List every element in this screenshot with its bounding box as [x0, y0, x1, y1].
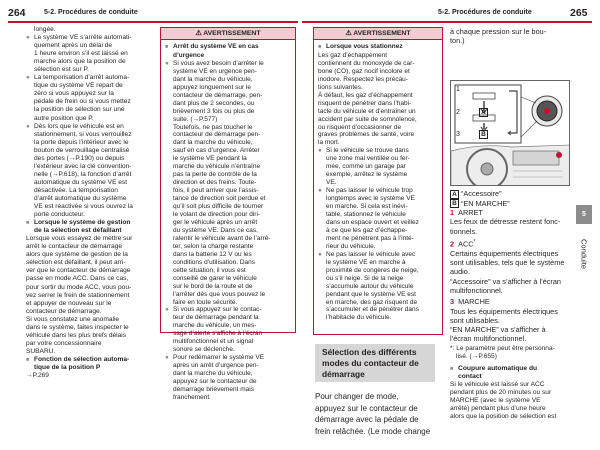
figure-callout-3: 3	[456, 131, 460, 138]
square-icon: ■	[26, 356, 30, 363]
warning-triangle-icon: ⚠	[345, 30, 352, 37]
section-heading-box: Sélection des différents modes du contacteur de démarrage	[315, 344, 435, 382]
text-line: longée.	[34, 26, 56, 33]
left-header-rule	[8, 21, 298, 23]
square-icon: ■	[318, 44, 322, 50]
mode-list	[450, 189, 572, 421]
label-a-box: A	[450, 190, 459, 199]
chapter-label: Conduite	[579, 238, 589, 270]
mode-acc-msg: “Accessoire” va s’afficher à l’écran multifonctionnel.	[450, 276, 561, 295]
warning-header: ⚠ AVERTISSEMENT	[314, 28, 442, 40]
square-icon: ■	[165, 44, 169, 50]
mode-item-b: B “EN MARCHE”	[450, 199, 572, 209]
mode-marche-desc: Tous les équipements électriques sont utilisables.	[450, 306, 558, 325]
bullet-icon: ●	[318, 147, 322, 155]
bullet-item: ● Dès lors que le véhicule est en stationnement, si vous verrouillez la porte depuis l’intérieur avec le bouton de verrouillage centralisé des portes (→P.190) ou depuis l’extérieur avec la clé convention- nelle (→P.618), la fonction d’arrêt automatique du système VE est désactivée. La temporisation d’arrêt automatique du système VE est réactivée si vous ouvrez la porte conducteur.	[26, 122, 133, 219]
right-header-rule	[302, 21, 592, 23]
right-intro: à chaque pression sur le bou- ton.)	[450, 27, 547, 46]
bullet-icon: ●	[318, 250, 322, 258]
warning-bullet: ● Si vous avez besoin d’arrêter le système VE en urgence pen- dant la marche du véhicule, appuyez longuement sur le contacteur de démarrage, pen- dant plus de 2 secondes, ou brièvement 3 fois ou plus de suite. (→P.577) Toutefois, ne pas toucher le contacteur de démarrage pen- dant la marche du véhicule, sauf en cas d’urgence. Arrêter le système VE pendant la marche du véhicule n’entraîne pas la perte de contrôle de la direction et des freins. Toute- fois, il peut arriver que l’assis- tance de direction soit perdue et qu’il soit plus difficile de tourner le volant de direction pour diri- ger le véhicule après un arrêt du système VE. Dans ce cas, ralentir le véhicule avant de l’arrê- ter, selon la charge restante dans la batterie 12 V ou les conditions d’utilisation. Dans cette situation, il vous est conseillé de garer le véhicule sur le bord de la route et de l’arrêter dès que vous pouvez le faire en toute sécurité.	[165, 59, 271, 306]
left-column-text	[26, 26, 156, 380]
dashboard-drawing	[451, 81, 570, 186]
mode-marche-msg: “EN MARCHE” va s’afficher à l’écran multifonctionnel.	[450, 325, 546, 344]
warning-triangle-icon: ⚠	[195, 30, 202, 37]
figure-label-a: A	[479, 108, 488, 117]
warning-bullet: ● Si vous appuyez sur le contac- teur de démarrage pendant la marche du véhicule, un mes- sage d’alerte s’affiche à l’écran multifonctionnel et un signal sonore se déclenche.	[165, 306, 263, 354]
right-page-number: 265	[570, 7, 588, 19]
warning-bullet: ● Pour redémarrer le système VE après un arrêt d’urgence pen- dant la marche du véhicule, appuyez sur le contacteur de démarrage brièvement mais franchement.	[165, 354, 265, 401]
mode-arret: 1 ARRET	[450, 208, 483, 218]
subheading-auto-off: ■ Coupure automatique du contact	[450, 364, 538, 380]
warning-subheading: ■ Arrêt du système VE en cas d’urgence	[165, 43, 259, 59]
figure-callout-2: 2	[456, 109, 460, 116]
page-reference-link[interactable]: →P.269	[26, 372, 49, 380]
mode-marche: 3 MARCHE	[450, 297, 490, 307]
warning-bullet: ● Ne pas laisser le véhicule trop longtemps avec le système VE en marche. Si cela est inévi- table, stationnez le véhicule dans un espace ouvert et veillez à ce que les gaz d’échappe- ment ne pénètrent pas à l’inté- rieur du véhicule.	[318, 187, 419, 250]
auto-off-paragraph: Si le véhicule est laissé sur ACC pendant plus de 20 minutes ou sur MARCHE (avec le système VE arrêté) pendant plus d’une heure alors que la position de sélection est	[450, 380, 557, 420]
warning-paragraph: Les gaz d’échappement contiennent du monoxyde de car- bone (CO), gaz nocif incolore et inodore. Respectez les précau- tions suivantes. À défaut, les gaz d’échappement risquent de pénétrer dans l’habi- tacle du véhicule et d’entraîner un accident par suite de somnolence, ou risquent d’occasionner de graves problèmes de santé, voire la mort.	[318, 51, 417, 147]
bullet-icon: ●	[165, 354, 169, 362]
footnote: *: Le paramètre peut être personna- lisé. (→P.655)	[450, 344, 555, 360]
bullet-item: ● Le système VE s’arrête automati- quement après un délai de 1 heure environ s’il est laissé en marche alors que la position de sélection est sur P.	[26, 34, 132, 74]
figure-label-b: B	[479, 130, 488, 139]
bullet-icon: ●	[26, 74, 30, 82]
bullet-icon: ●	[318, 187, 322, 195]
mode-item-a: A “Accessoire”	[450, 189, 572, 199]
figure-callout-1: 1	[456, 86, 460, 93]
bullet-icon: ●	[26, 34, 30, 42]
square-icon: ■	[450, 365, 454, 372]
paragraph: Lorsque vous essayez de mettre sur arrêt le contacteur de démarrage alors que système de gestion de la sélection est défaillant, il peut arri- ver que le contacteur de démarrage passe en mode ACC. Dans ce cas, pour sortir du mode ACC, vous pou- vez serrer le frein de stationnement et appuyer de nouveau sur le contacteur de démarrage. Si vous constatez une anomalie dans le système, faites inspecter le véhicule dans les plus brefs délais par votre concessionnaire SUBARU.	[26, 235, 133, 355]
mode-acc-desc: Certains équipements électriques sont utilisables, tels que le système audio.	[450, 248, 565, 277]
left-page-number: 264	[8, 7, 26, 19]
start-button-illustration	[450, 80, 570, 186]
bullet-icon: ●	[165, 59, 169, 67]
warning-bullet: ● Ne pas laisser le véhicule avec le système VE en marche à proximité de congères de neige, ou s’il neige. Si de la neige s’accumule autour du véhicule pendant que le système VE est en marche, des gaz risquent de s’accumuler et de pénétrer dans l’habitacle du véhicule.	[318, 250, 419, 322]
bullet-item: ● La temporisation d’arrêt automa- tique du système VE repart de zéro si vous appuyez sur la pédale de frein ou si vous mettez la position de sélection sur une autre position que P.	[26, 74, 131, 122]
warning-box-emergency	[160, 27, 296, 401]
warning-subheading: ■ Lorsque vous stationnez	[318, 43, 403, 50]
subheading: ■ Lorsque le système de gestion de la sélection est défaillant	[26, 219, 131, 235]
right-section-title: 5-2. Procédures de conduite	[438, 9, 532, 16]
bullet-icon: ●	[26, 122, 30, 130]
chapter-tab[interactable]: 5	[576, 205, 592, 224]
left-section-title: 5-2. Procédures de conduite	[44, 9, 138, 16]
label-b-box: B	[450, 199, 459, 208]
square-icon: ■	[26, 220, 30, 227]
mode-arret-desc: Les feux de détresse restent fonc- tionnels.	[450, 217, 561, 236]
warning-bullet: ● Si le véhicule se trouve dans une zone mal ventilée ou fer- mée, comme un garage par exemple, arrêtez le système VE.	[318, 147, 410, 187]
mode-acc: 2 ACC*	[450, 239, 476, 249]
warning-header: ⚠ AVERTISSEMENT	[161, 28, 295, 40]
section-body: Pour changer de mode, appuyez sur le contacteur de démarrage avec la pédale de frein relâchée. (Le mode change	[315, 392, 431, 436]
warning-box-parking	[313, 27, 443, 335]
subheading: ■ Fonction de sélection automa- tique de la position P	[26, 355, 130, 371]
bullet-icon: ●	[165, 306, 169, 314]
